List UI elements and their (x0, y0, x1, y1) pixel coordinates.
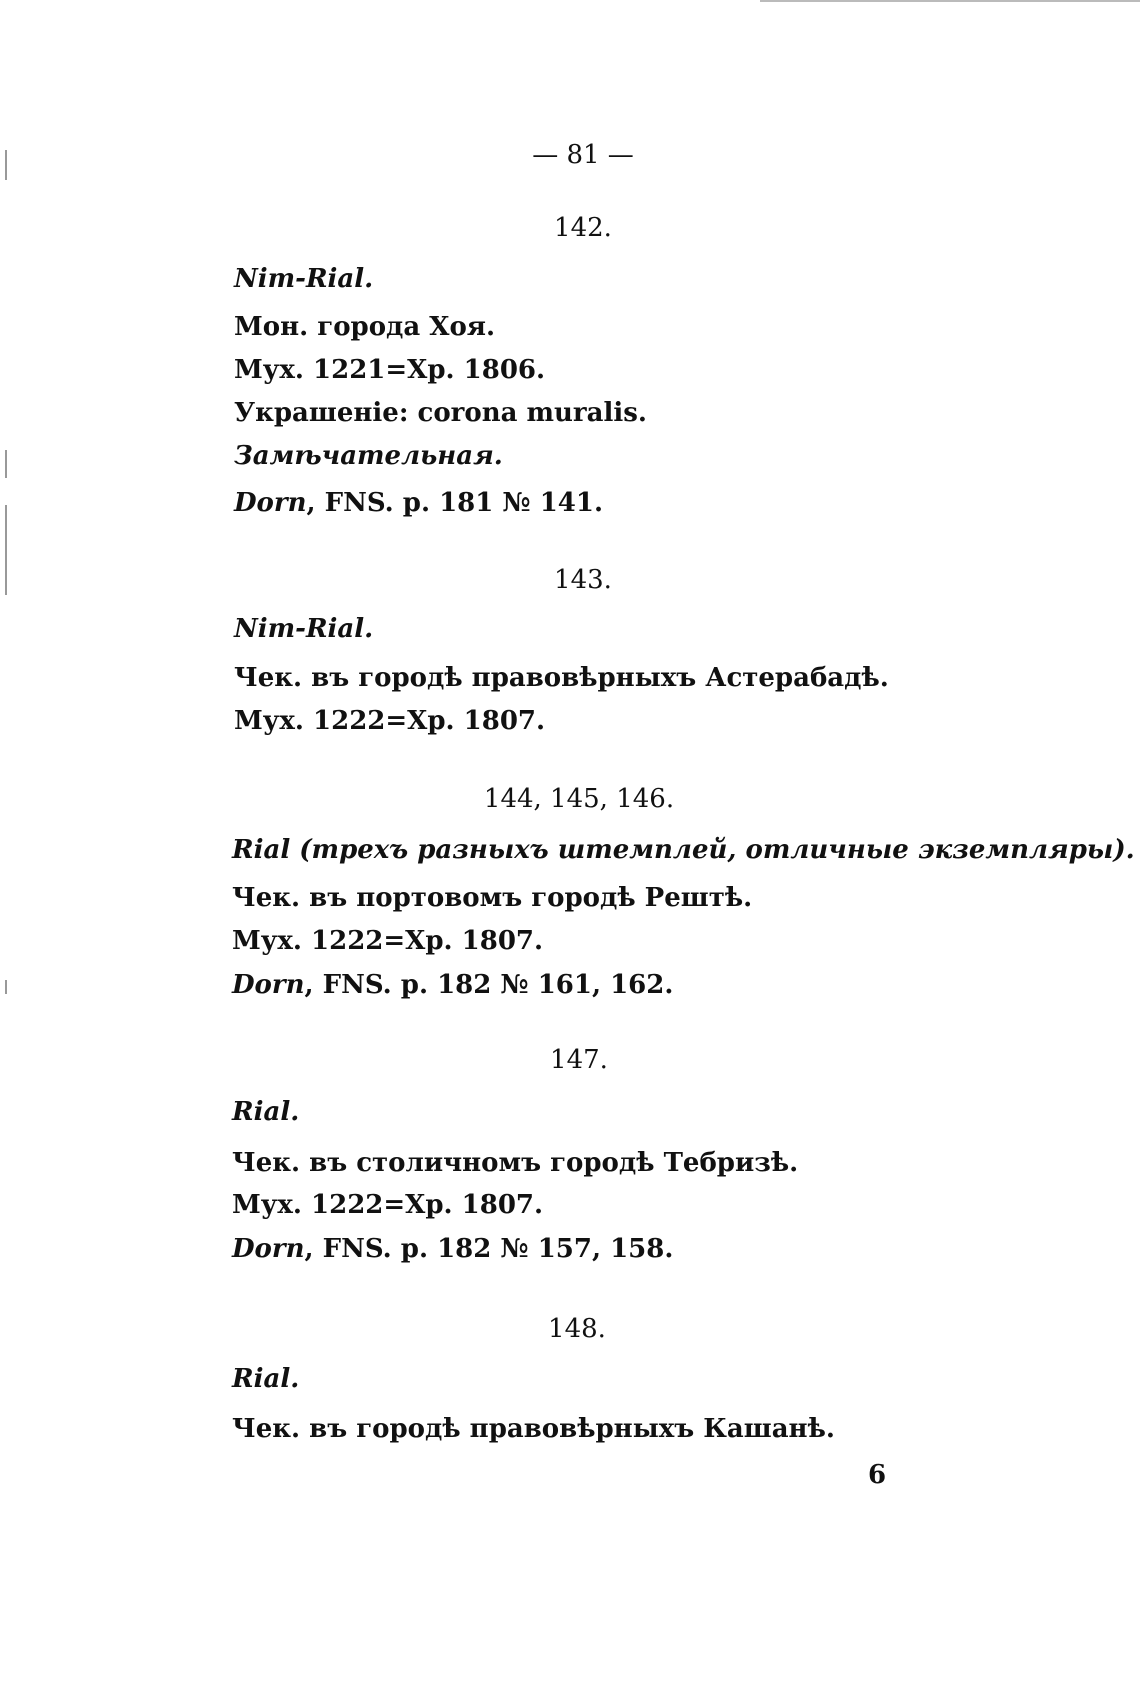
entry-line: Мон. города Хоя. (234, 312, 496, 342)
reference-author: Dorn (234, 488, 307, 518)
entry-line: Мух. 1222=Хр. 1807. (232, 926, 544, 956)
scan-edge-mark (5, 980, 7, 994)
entry-reference (234, 488, 603, 518)
entry-reference (232, 1234, 673, 1264)
entry-line: Украшеніе: corona muralis. (234, 398, 647, 428)
entry-line: Чек. въ портовомъ городѣ Рештѣ. (232, 883, 753, 913)
reference-citation: , FNS. p. 182 № 161, 162. (304, 970, 674, 1000)
running-head: — 81 — (532, 140, 634, 170)
entry-line: Чек. въ городѣ правовѣрныхъ Астерабадѣ. (234, 663, 889, 693)
signature-number: 6 (868, 1460, 887, 1490)
entry-line: Мух. 1222=Хр. 1807. (232, 1190, 544, 1220)
reference-author: Dorn (232, 970, 305, 1000)
entry-line: Чек. въ столичномъ городѣ Тебризѣ. (232, 1148, 799, 1178)
entry-number: 148. (548, 1314, 606, 1344)
entry-reference (232, 970, 673, 1000)
entry-number: 143. (554, 565, 612, 595)
entry-note: Замѣчательная. (234, 441, 503, 471)
scan-edge-mark (5, 150, 7, 180)
entry-line: Мух. 1221=Хр. 1806. (234, 355, 546, 385)
entry-title: Nim-Rial. (234, 264, 374, 294)
entry-title: Rial (трехъ разныхъ штемплей, отличные экземпляры). (232, 835, 1135, 865)
entry-title: Rial. (232, 1364, 300, 1394)
reference-citation: , FNS. p. 182 № 157, 158. (304, 1234, 674, 1264)
entry-number: 142. (554, 213, 612, 243)
reference-citation: , FNS. p. 181 № 141. (306, 488, 604, 518)
entry-number: 147. (550, 1045, 608, 1075)
scan-edge-mark (5, 505, 7, 595)
entry-title: Rial. (232, 1097, 300, 1127)
entry-number: 144, 145, 146. (483, 784, 675, 814)
scan-edge-mark (5, 450, 7, 478)
entry-line: Чек. въ городѣ правовѣрныхъ Кашанѣ. (232, 1414, 835, 1444)
scan-top-border (760, 0, 1140, 2)
entry-line: Мух. 1222=Хр. 1807. (234, 706, 546, 736)
reference-author: Dorn (232, 1234, 305, 1264)
entry-title: Nim-Rial. (234, 614, 374, 644)
